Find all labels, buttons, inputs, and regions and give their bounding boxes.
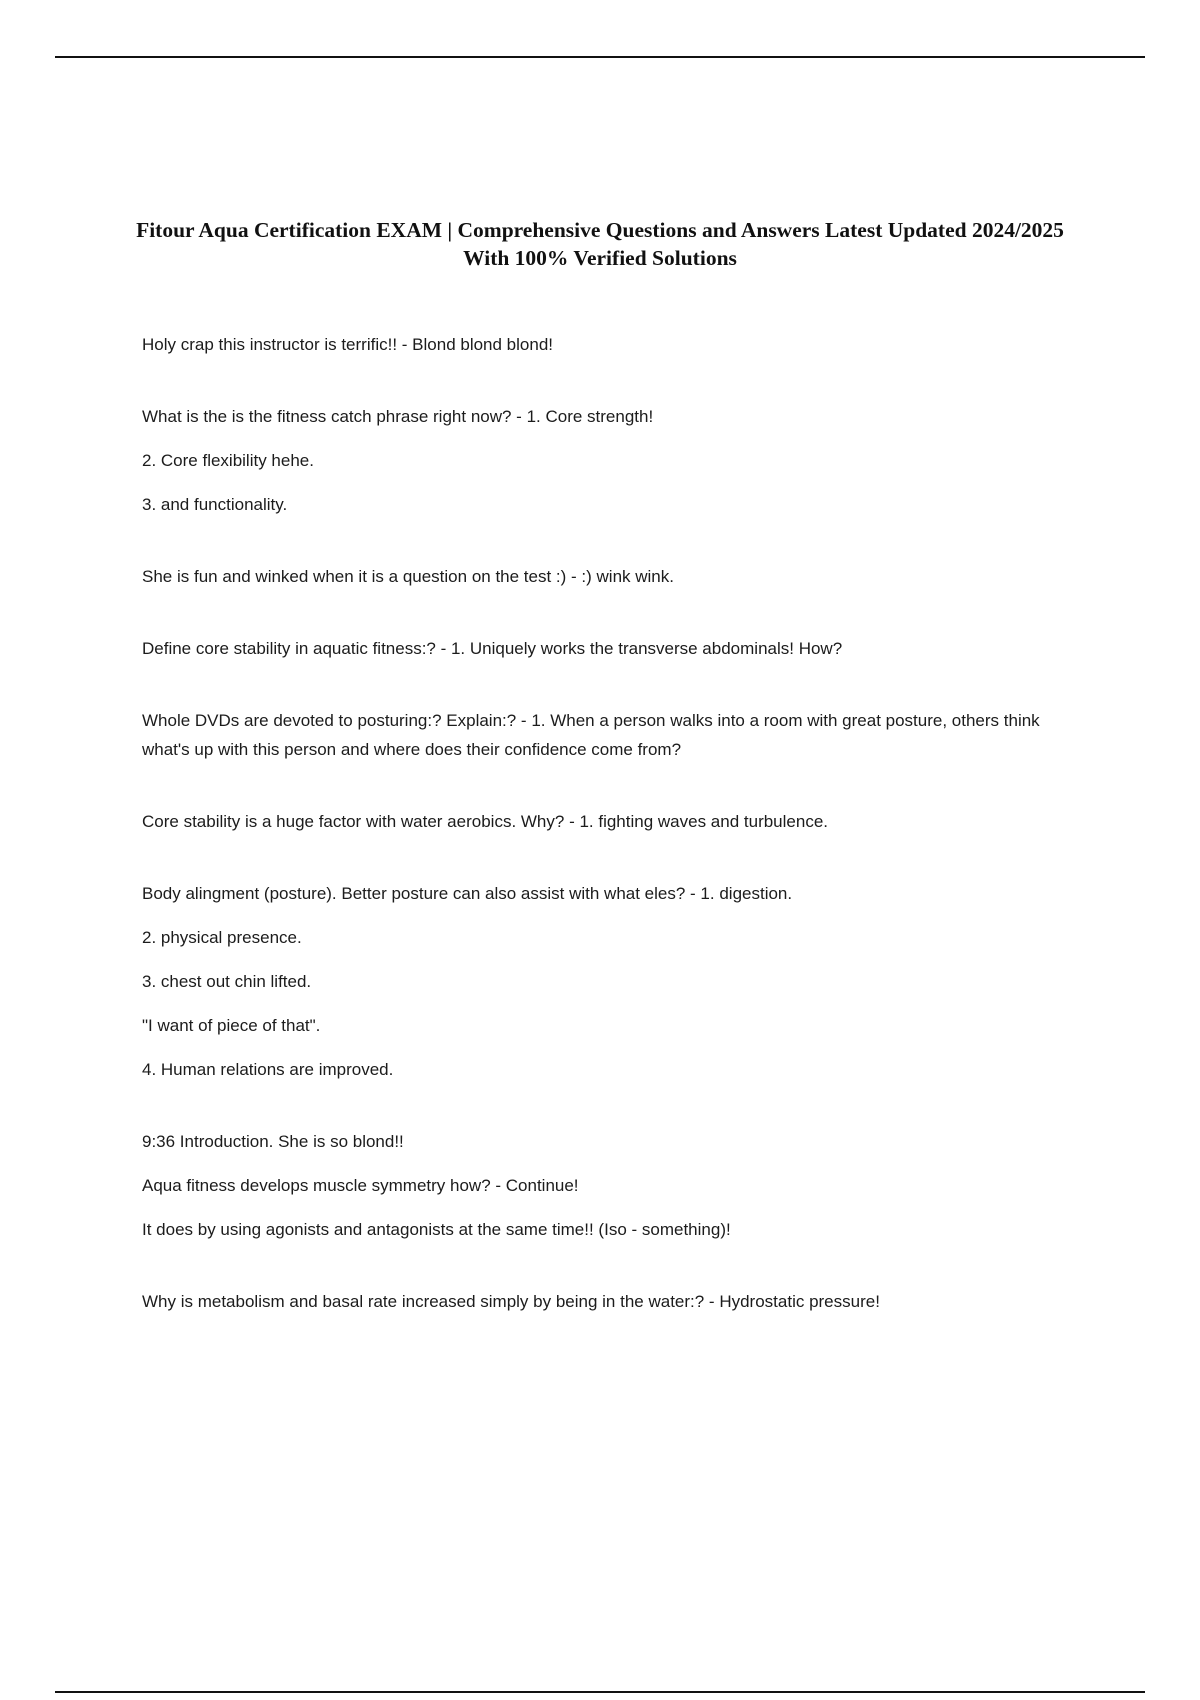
qa-line: Why is metabolism and basal rate increased simply by being in the water:? - Hydrostatic pressure! (142, 1292, 880, 1311)
qa-line: She is fun and winked when it is a question on the test :) - :) wink wink. (142, 567, 674, 586)
qa-line: Aqua fitness develops muscle symmetry how? - Continue! (142, 1176, 579, 1195)
qa-line: 4. Human relations are improved. (142, 1060, 394, 1079)
qa-entry (142, 879, 1062, 1084)
qa-line: 3. chest out chin lifted. (142, 972, 312, 991)
document-body (142, 330, 1062, 1359)
qa-entry (142, 634, 1062, 663)
bottom-rule (55, 1691, 1145, 1693)
qa-line: Holy crap this instructor is terrific!! - Blond blond blond! (142, 335, 554, 354)
qa-line: Whole DVDs are devoted to posturing:? Explain:? - 1. When a person walks into a room with great posture, others think what's up with this person and where does their confidence come from? (142, 711, 1040, 759)
qa-line: Define core stability in aquatic fitness:? - 1. Uniquely works the transverse abdominals! How? (142, 639, 843, 658)
qa-line: "I want of piece of that". (142, 1016, 321, 1035)
qa-line: 2. Core flexibility hehe. (142, 451, 314, 470)
qa-entry (142, 706, 1062, 764)
qa-entry (142, 1127, 1062, 1244)
qa-entry (142, 402, 1062, 519)
qa-line: 2. physical presence. (142, 928, 302, 947)
qa-line: Body alingment (posture). Better posture can also assist with what eles? - 1. digestion. (142, 884, 793, 903)
qa-entry (142, 807, 1062, 836)
qa-entry (142, 1287, 1062, 1316)
document-title: Fitour Aqua Certification EXAM | Comprehensive Questions and Answers Latest Updated 2024/2025 With 100% Verified Solutions (136, 218, 1064, 270)
qa-line: 3. and functionality. (142, 495, 288, 514)
qa-line: It does by using agonists and antagonists at the same time!! (Iso - something)! (142, 1220, 731, 1239)
qa-line: Core stability is a huge factor with water aerobics. Why? - 1. fighting waves and turbulence. (142, 812, 829, 831)
top-rule (55, 56, 1145, 58)
qa-entry (142, 562, 1062, 591)
qa-line: What is the is the fitness catch phrase right now? - 1. Core strength! (142, 407, 654, 426)
qa-line: 9:36 Introduction. She is so blond!! (142, 1132, 404, 1151)
qa-entry (142, 330, 1062, 359)
